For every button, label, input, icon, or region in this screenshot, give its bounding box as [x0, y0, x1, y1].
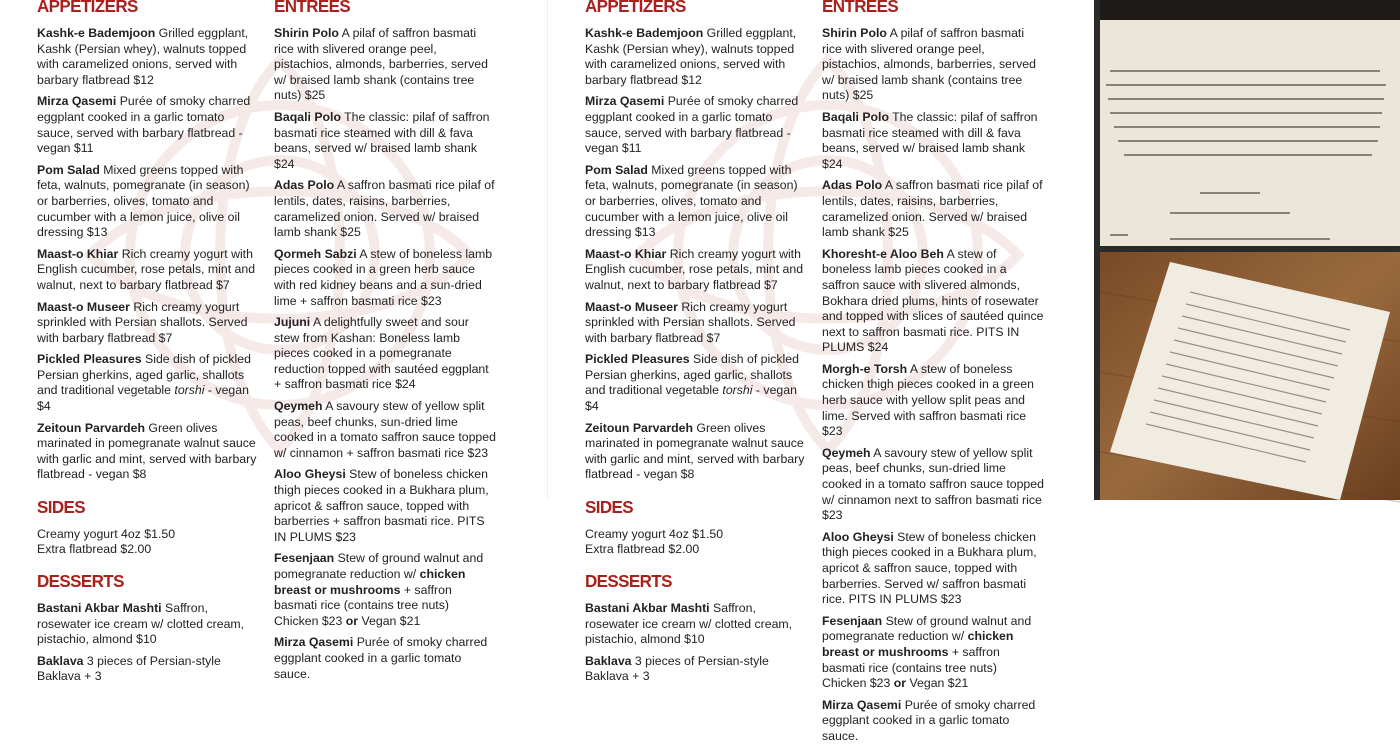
menu-item: [822, 26, 1044, 104]
item-description: Rich creamy yogurt sprinkled with Persian shallots. Served with barbary flatbread $7: [585, 299, 796, 345]
item-italic: torshi: [174, 383, 205, 398]
item-description: Rich creamy yogurt sprinkled with Persian shallots. Served with barbary flatbread $7: [37, 299, 248, 345]
menu-item: [37, 654, 257, 685]
item-name: Kashk-e Bademjoon: [585, 26, 704, 40]
entrees-heading: ENTREES: [822, 0, 899, 17]
menu-item: [585, 352, 805, 414]
item-description: A stew of boneless chicken thigh pieces cooked in a green herb sauce with yellow split peas and lime. Served with saffron basmati rice $23: [822, 361, 1034, 439]
entrees-heading: ENTREES: [274, 0, 351, 17]
side-item: Creamy yogurt 4oz $1.50: [585, 527, 724, 542]
appetizers-column: [37, 0, 257, 691]
menu-item: [585, 247, 805, 294]
item-description: Purée of smoky charred eggplant cooked in a garlic tomato sauce.: [822, 697, 1036, 743]
item-name: Mirza Qasemi: [274, 635, 354, 650]
item-description: Rich creamy yogurt with English cucumber, rose petals, mint and walnut, next to barbary flatbread $7: [585, 246, 804, 292]
sides-heading: SIDES: [37, 497, 86, 518]
menu-item: [822, 446, 1044, 524]
item-description: The classic: pilaf of saffron basmati rice steamed with dill & fava beans, served w/ braised lamb shank $24: [274, 109, 490, 171]
item-description-2: - vegan $4: [37, 383, 249, 414]
item-name: Pom Salad: [37, 162, 100, 177]
item-name: Baklava: [585, 653, 632, 668]
item-name: Bastani Akbar Mashti: [585, 601, 710, 616]
item-name: Mirza Qasemi: [585, 94, 665, 109]
item-description: A savoury stew of yellow split peas, beef chunks, sun-dried lime cooked in a tomato saffron sauce topped w/ cinnamon + saffron basmati rice $23: [274, 399, 496, 460]
menu-item: [37, 352, 257, 414]
item-name: Kashk-e Bademjoon: [37, 26, 156, 40]
appetizers-heading: APPETIZERS: [585, 0, 686, 17]
item-description: The classic: pilaf of saffron basmati rice steamed with dill & fava beans, served w/ braised lamb shank $24: [822, 109, 1038, 171]
item-description: Purée of smoky charred eggplant cooked in a garlic tomato sauce, served with barbary flatbread - vegan $11: [37, 94, 251, 156]
item-name: Adas Polo: [822, 178, 883, 193]
item-description: A saffron basmati rice pilaf of lentils, dates, raisins, barberries, caramelized onion. Served w/ braised lamb shank $25: [822, 178, 1043, 240]
menu-item: [274, 467, 496, 545]
item-description: Green olives marinated in pomegranate walnut sauce with garlic and mint, served with barbary flatbread - vegan $8: [37, 420, 257, 482]
item-name: Fesenjaan: [274, 551, 335, 566]
item-description: Stew of boneless chicken thigh pieces cooked in a Bukhara plum, apricot & saffron sauce, topped with barberries + saffron basmati rice. PITS IN PLUMS $23: [274, 467, 489, 544]
desserts-heading: DESSERTS: [37, 571, 124, 592]
menu-on-table-photo: [1100, 252, 1400, 500]
menu-card-photo: [1100, 0, 1400, 246]
item-name: Maast-o Museer: [37, 299, 130, 314]
menu-item: [822, 362, 1044, 440]
item-name: Baqali Polo: [822, 109, 889, 124]
entrees-column: [822, 0, 1044, 751]
item-description: Green olives marinated in pomegranate walnut sauce with garlic and mint, served with barbary flatbread - vegan $8: [585, 420, 805, 482]
item-description: A pilaf of saffron basmati rice with slivered orange peel, pistachios, almonds, barberries, served w/ braised lamb shank (contains tree nuts) $25: [822, 26, 1036, 103]
item-name: Aloo Gheysi: [274, 467, 346, 482]
menu-item: [585, 163, 805, 241]
menu-item: [274, 635, 496, 682]
menu-item: [274, 110, 496, 172]
item-name: Maast-o Khiar: [37, 246, 119, 261]
item-name: Qormeh Sabzi: [274, 246, 357, 261]
item-description: A stew of boneless lamb pieces cooked in a saffron sauce with slivered almonds, Bokhara dried plums, hints of rosewater and topped with slices of sautéed quince next to saffron basmati rice. PITS IN PLUMS $24: [822, 246, 1044, 355]
item-description-2: + saffron basmati rice (contains tree nuts) Chicken $23: [274, 582, 452, 628]
item-description: 3 pieces of Persian-style Baklava + 3: [37, 653, 221, 684]
menu-item: [822, 247, 1044, 356]
item-name: Khoresht-e Aloo Beh: [822, 246, 944, 261]
appetizers-heading: APPETIZERS: [37, 0, 138, 17]
item-description: Stew of ground walnut and pomegranate reduction w/: [822, 613, 1032, 644]
menu-item: [822, 530, 1044, 608]
side-item: Extra flatbread $2.00: [585, 542, 700, 557]
sides-list: [37, 527, 257, 557]
menu-item: [37, 421, 257, 483]
item-name: Aloo Gheysi: [822, 529, 894, 544]
item-name: Zeitoun Parvardeh: [585, 420, 693, 435]
menu-item: [274, 178, 496, 240]
photo-strip: [1094, 0, 1400, 500]
item-description: Side dish of pickled Persian gherkins, aged garlic, shallots and traditional vegetable: [37, 352, 251, 398]
side-item: Extra flatbread $2.00: [37, 542, 152, 557]
item-name: Qeymeh: [274, 399, 323, 414]
menu-item: [37, 247, 257, 294]
item-name: Shirin Polo: [822, 26, 887, 40]
item-name: Mirza Qasemi: [822, 697, 902, 712]
item-name: Pickled Pleasures: [37, 352, 142, 367]
item-description: Grilled eggplant, Kashk (Persian whey), walnuts topped with caramelized onions, served with barbary flatbread $12: [37, 26, 249, 87]
menu-item: [585, 26, 805, 88]
side-item: Creamy yogurt 4oz $1.50: [37, 527, 176, 542]
menu-item: [585, 654, 805, 685]
item-description: Grilled eggplant, Kashk (Persian whey), walnuts topped with caramelized onions, served with barbary flatbread $12: [585, 26, 797, 87]
item-emphasis: or: [893, 676, 907, 691]
menu-item: [37, 163, 257, 241]
menu-page-2: [547, 0, 1094, 743]
item-name: Adas Polo: [274, 178, 335, 193]
item-description: Mixed greens topped with feta, walnuts, pomegranate (in season) or barberries, olives, tomato and cucumber with a lemon juice, olive oil dressing $13: [37, 162, 250, 240]
item-description: A stew of boneless lamb pieces cooked in a green herb sauce with red kidney beans and a sun-dried lime + saffron basmati rice $23: [274, 246, 493, 308]
item-name: Morgh-e Torsh: [822, 361, 908, 376]
menu-item: [274, 551, 496, 629]
appetizers-column: [585, 0, 805, 691]
item-description: Purée of smoky charred eggplant cooked in a garlic tomato sauce, served with barbary flatbread - vegan $11: [585, 94, 799, 156]
menu-on-table-illustration: [1100, 252, 1400, 500]
item-description-2: + saffron basmati rice (contains tree nuts) Chicken $23: [822, 644, 1000, 691]
menu-card-back-illustration: [1100, 0, 1400, 246]
item-description: Saffron, rosewater ice cream w/ clotted cream, pistachio, almond $10: [585, 601, 793, 647]
item-emphasis: or: [345, 613, 359, 628]
menu-page-1: [0, 0, 547, 684]
item-description-2: - vegan $4: [585, 383, 797, 414]
item-name: Bastani Akbar Mashti: [37, 601, 162, 616]
entrees-column: [274, 0, 496, 688]
menu-item: [822, 614, 1044, 692]
menu-item: [274, 26, 496, 104]
item-name: Shirin Polo: [274, 26, 339, 40]
item-name: Pom Salad: [585, 162, 648, 177]
item-name: Baklava: [37, 653, 84, 668]
sides-list: [585, 527, 805, 557]
item-name: Maast-o Museer: [585, 299, 678, 314]
item-description: Side dish of pickled Persian gherkins, aged garlic, shallots and traditional vegetable: [585, 352, 799, 398]
menu-item: [274, 315, 496, 393]
item-name: Mirza Qasemi: [37, 94, 117, 109]
item-name: Qeymeh: [822, 445, 871, 460]
menu-item: [274, 399, 496, 461]
menu-item: [585, 94, 805, 156]
item-description: Rich creamy yogurt with English cucumber, rose petals, mint and walnut, next to barbary flatbread $7: [37, 246, 256, 292]
menu-item: [822, 698, 1044, 745]
menu-item: [37, 300, 257, 347]
item-emphasis: chicken breast or mushrooms: [274, 567, 466, 597]
item-description: Mixed greens topped with feta, walnuts, pomegranate (in season) or barberries, olives, tomato and cucumber with a lemon juice, olive oil dressing $13: [585, 162, 798, 240]
item-description-3: Vegan $21: [358, 613, 421, 628]
item-description: Stew of ground walnut and pomegranate reduction w/: [274, 551, 484, 581]
menu-item: [37, 26, 257, 88]
menu-item: [37, 601, 257, 648]
menu-item: [585, 421, 805, 483]
item-name: Jujuni: [274, 315, 311, 330]
item-name: Maast-o Khiar: [585, 246, 667, 261]
item-name: Fesenjaan: [822, 613, 883, 628]
item-description-3: Vegan $21: [906, 676, 969, 691]
item-description: 3 pieces of Persian-style Baklava + 3: [585, 653, 769, 684]
item-name: Pickled Pleasures: [585, 352, 690, 367]
item-name: Zeitoun Parvardeh: [37, 420, 145, 435]
menu-item: [822, 110, 1044, 172]
item-italic: torshi: [722, 383, 753, 398]
item-description: A saffron basmati rice pilaf of lentils, dates, raisins, barberries, caramelized onion. Served w/ braised lamb shank $25: [274, 178, 495, 240]
menu-item: [822, 178, 1044, 240]
menu-item: [274, 247, 496, 309]
item-name: Baqali Polo: [274, 109, 341, 124]
menu-item: [37, 94, 257, 156]
item-description: A pilaf of saffron basmati rice with slivered orange peel, pistachios, almonds, barberries, served w/ braised lamb shank (contains tree nuts) $25: [274, 26, 488, 103]
menu-item: [585, 300, 805, 347]
desserts-heading: DESSERTS: [585, 571, 672, 592]
item-description: Purée of smoky charred eggplant cooked in a garlic tomato sauce.: [274, 635, 488, 681]
menu-item: [585, 601, 805, 648]
sides-heading: SIDES: [585, 497, 634, 518]
item-description: A savoury stew of yellow split peas, beef chunks, sun-dried lime cooked in a tomato saffron sauce topped w/ cinnamon next to saffron basmati rice $23: [822, 445, 1044, 523]
item-emphasis: chicken breast or mushrooms: [822, 629, 1014, 659]
item-description: A delightfully sweet and sour stew from Kashan: Boneless lamb pieces cooked in a pomegranate reduction topped with sautéed eggplant + saffron basmati rice $24: [274, 315, 489, 392]
item-description: Saffron, rosewater ice cream w/ clotted cream, pistachio, almond $10: [37, 601, 245, 647]
item-description: Stew of boneless chicken thigh pieces cooked in a Bukhara plum, apricot & saffron sauce, topped with barberries. Served w/ saffron basmati rice. PITS IN PLUMS $23: [822, 529, 1037, 607]
